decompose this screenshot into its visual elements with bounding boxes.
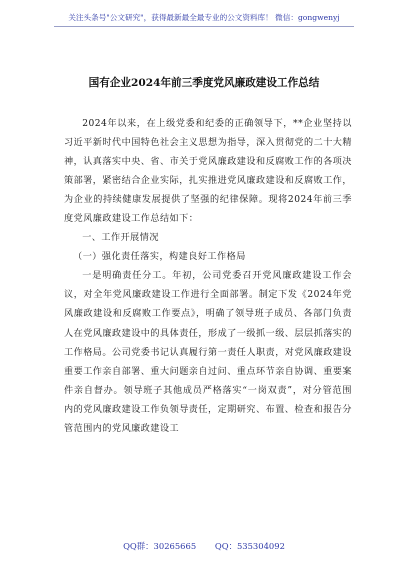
footer-contact [0, 540, 408, 552]
document-body [64, 115, 352, 439]
footer-qq-group: QQ群：30265665 [123, 541, 197, 551]
section-heading: 一、工作开展情况 [82, 233, 159, 244]
sub-heading: （一）强化责任落实，构建良好工作格局 [73, 252, 246, 263]
body-paragraph: 一是明确责任分工。年初，公司党委召开党风廉政建设工作会议，对全年党风廉政建设工作进行全面部署。制定下发《2024年党风廉政建设和反腐败工作要点》，明确了领导班子成员、各部门负责人在党风廉政建设中的具体责任，形成了一级抓一级、层层抓落实的工作格局。公司党委书记认真履行第一责任人职责，对党风廉政建设重要工作亲自部署、重大问题亲自过问、重点环节亲自协调、重要案件亲自督办。领导班子其他成员严格落实“一岗双责”，对分管范围内的党风廉政建设工作负领导责任，定期研究、布置、检查和报告分管范围内的党风廉政建设工 [64, 271, 352, 434]
footer-qq: QQ：535304092 [214, 541, 285, 551]
intro-paragraph: 2024年以来，在上级党委和纪委的正确领导下，**企业坚持以习近平新时代中国特色社会主义思想为指导，深入贯彻党的二十大精神，认真落实中央、省、市关于党风廉政建设和反腐败工作的各项决策部署，紧密结合企业实际，扎实推进党风廉政建设和反腐败工作，为企业的持续健康发展提供了坚强的纪律保障。现将2024年前三季度党风廉政建设工作总结如下： [64, 119, 352, 225]
header-divider [54, 26, 354, 27]
header-banner: 关注头条号"公文研究"，获得最新最全最专业的公文资料库！ 微信：gongwenyj [68, 13, 340, 22]
document-title: 国有企业2024年前三季度党风廉政建设工作总结 [88, 77, 320, 89]
